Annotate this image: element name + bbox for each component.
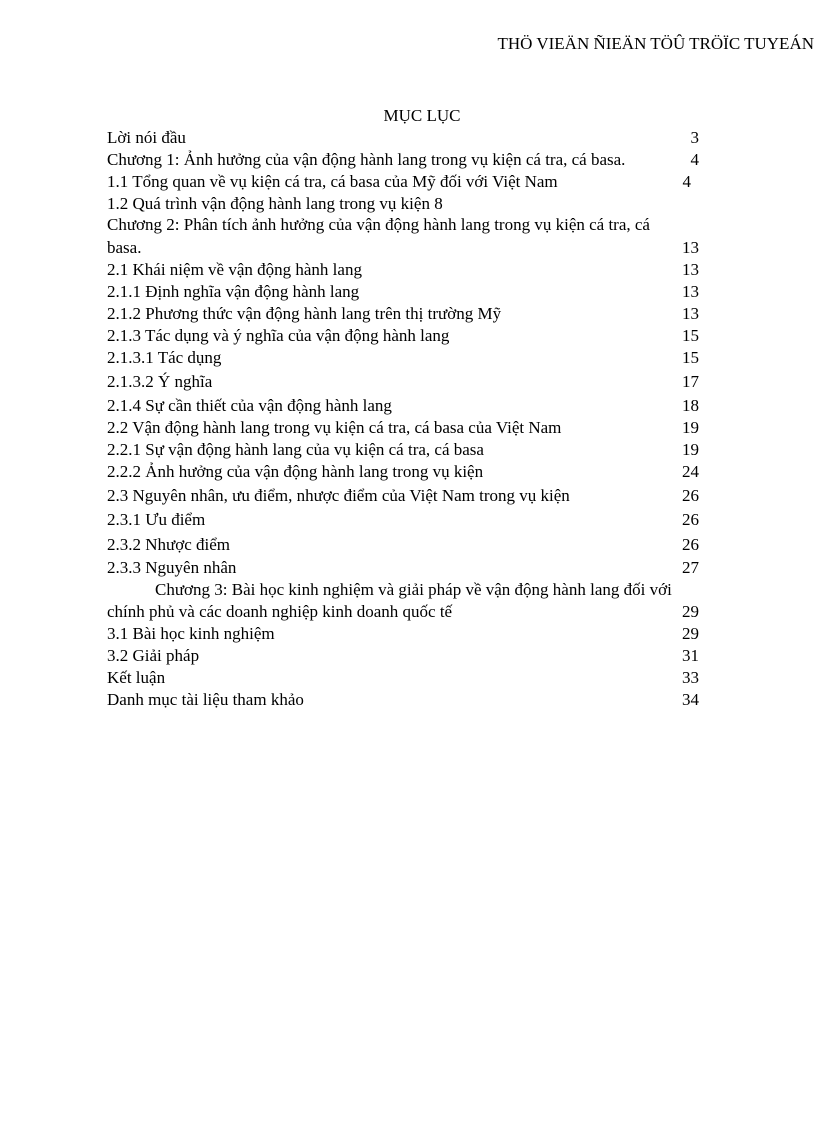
toc-entry xyxy=(107,395,699,417)
toc-entry-page: 4 xyxy=(690,150,699,169)
toc-entry-page: 27 xyxy=(682,558,699,577)
toc-entry-label: chính phủ và các doanh nghiệp kinh doanh quốc tế xyxy=(107,602,453,621)
toc-entry-page: 26 xyxy=(682,535,699,554)
toc-entry-label: Lời nói đầu xyxy=(107,128,186,147)
toc-entry-page: 29 xyxy=(682,624,699,643)
toc-entry xyxy=(107,461,699,485)
toc-entry xyxy=(107,347,699,371)
toc-entry-page: 15 xyxy=(682,348,699,367)
toc-entry xyxy=(107,439,699,461)
page-header: THÖ VIEÄN ÑIEÄN TÖÛ TRÖÏC TUYEÁN xyxy=(497,34,814,53)
toc-entry xyxy=(107,534,699,557)
toc-entry xyxy=(107,645,699,667)
toc-entry xyxy=(107,237,699,259)
toc-entry-page: 13 xyxy=(682,282,699,301)
toc-entry-label: basa. xyxy=(107,238,142,257)
toc-entry xyxy=(107,689,699,711)
toc-entry-label: 2.1.4 Sự cần thiết của vận động hành lang xyxy=(107,396,392,415)
toc-entry xyxy=(107,371,699,395)
toc-entry-page: 13 xyxy=(682,260,699,279)
toc-entry-label: 2.2 Vận động hành lang trong vụ kiện cá tra, cá basa của Việt Nam xyxy=(107,418,562,437)
toc-entry-label: 1.1 Tổng quan về vụ kiện cá tra, cá basa của Mỹ đối với Việt Nam xyxy=(107,172,558,191)
toc-entry xyxy=(107,281,699,303)
toc-entry xyxy=(107,579,699,601)
toc-entry-page: 18 xyxy=(682,396,699,415)
toc-entry xyxy=(107,601,699,623)
toc-entry-page: 4 xyxy=(682,172,691,191)
toc-entry-label: 2.1.3.1 Tác dụng xyxy=(107,348,222,367)
toc-entry-label: 2.1.3 Tác dụng và ý nghĩa của vận động hành lang xyxy=(107,326,450,345)
toc-entry xyxy=(107,259,699,281)
toc-entry-label: Chương 3: Bài học kinh nghiệm và giải pháp về vận động hành lang đối với xyxy=(155,580,672,599)
toc-entry-label: 2.3 Nguyên nhân, ưu điểm, nhược điểm của Việt Nam trong vụ kiện xyxy=(107,486,570,505)
toc-entry-label: Chương 2: Phân tích ảnh hưởng của vận động hành lang trong vụ kiện cá tra, cá xyxy=(107,215,650,234)
toc-title: MỤC LỤC xyxy=(383,106,461,125)
toc-entry-page: 13 xyxy=(682,304,699,323)
toc-entry-page: 15 xyxy=(682,326,699,345)
table-of-contents xyxy=(107,127,699,711)
toc-entry-label: 2.1.3.2 Ý nghĩa xyxy=(107,372,213,391)
toc-entry xyxy=(107,623,699,645)
toc-entry xyxy=(107,417,699,439)
toc-entry xyxy=(107,303,699,325)
toc-entry-page: 17 xyxy=(682,372,699,391)
toc-entry-label: 2.3.3 Nguyên nhân xyxy=(107,558,237,577)
toc-entry xyxy=(107,149,699,171)
toc-entry-label: Danh mục tài liệu tham khảo xyxy=(107,690,304,709)
toc-entry-page: 19 xyxy=(682,418,699,437)
toc-entry-label: 2.2.2 Ảnh hưởng của vận động hành lang trong vụ kiện xyxy=(107,462,484,481)
toc-entry xyxy=(107,325,699,347)
toc-entry xyxy=(107,557,699,579)
toc-entry-label: 2.2.1 Sự vận động hành lang của vụ kiện cá tra, cá basa xyxy=(107,440,484,459)
toc-entry-page: 29 xyxy=(682,602,699,621)
toc-entry-page: 3 xyxy=(690,128,699,147)
toc-entry-label: 2.3.1 Ưu điểm xyxy=(107,510,206,529)
toc-entry-label: 2.3.2 Nhược điểm xyxy=(107,535,231,554)
toc-entry-page: 31 xyxy=(682,646,699,665)
toc-entry xyxy=(107,509,699,534)
toc-entry-label: 3.2 Giải pháp xyxy=(107,646,200,665)
toc-entry-label: Chương 1: Ảnh hưởng của vận động hành lang trong vụ kiện cá tra, cá basa. xyxy=(107,150,626,169)
toc-entry-page: 13 xyxy=(682,238,699,257)
toc-entry xyxy=(107,214,699,237)
toc-entry xyxy=(107,171,699,193)
toc-entry-page: 26 xyxy=(682,510,699,529)
toc-entry xyxy=(107,667,699,689)
toc-entry-page: 33 xyxy=(682,668,699,687)
toc-entry-page: 26 xyxy=(682,486,699,505)
toc-entry-page: 34 xyxy=(682,690,699,709)
toc-entry-page: 19 xyxy=(682,440,699,459)
toc-entry-label: 2.1.2 Phương thức vận động hành lang trên thị trường Mỹ xyxy=(107,304,502,323)
toc-entry xyxy=(107,485,699,509)
toc-entry-label: Kết luận xyxy=(107,668,166,687)
toc-entry xyxy=(107,193,699,214)
toc-entry-label: 3.1 Bài học kinh nghiệm xyxy=(107,624,275,643)
toc-entry-label: 1.2 Quá trình vận động hành lang trong vụ kiện 8 xyxy=(107,194,443,213)
toc-entry xyxy=(107,127,699,149)
toc-entry-label: 2.1 Khái niệm về vận động hành lang xyxy=(107,260,362,279)
toc-entry-page: 24 xyxy=(682,462,699,481)
toc-entry-label: 2.1.1 Định nghĩa vận động hành lang xyxy=(107,282,360,301)
